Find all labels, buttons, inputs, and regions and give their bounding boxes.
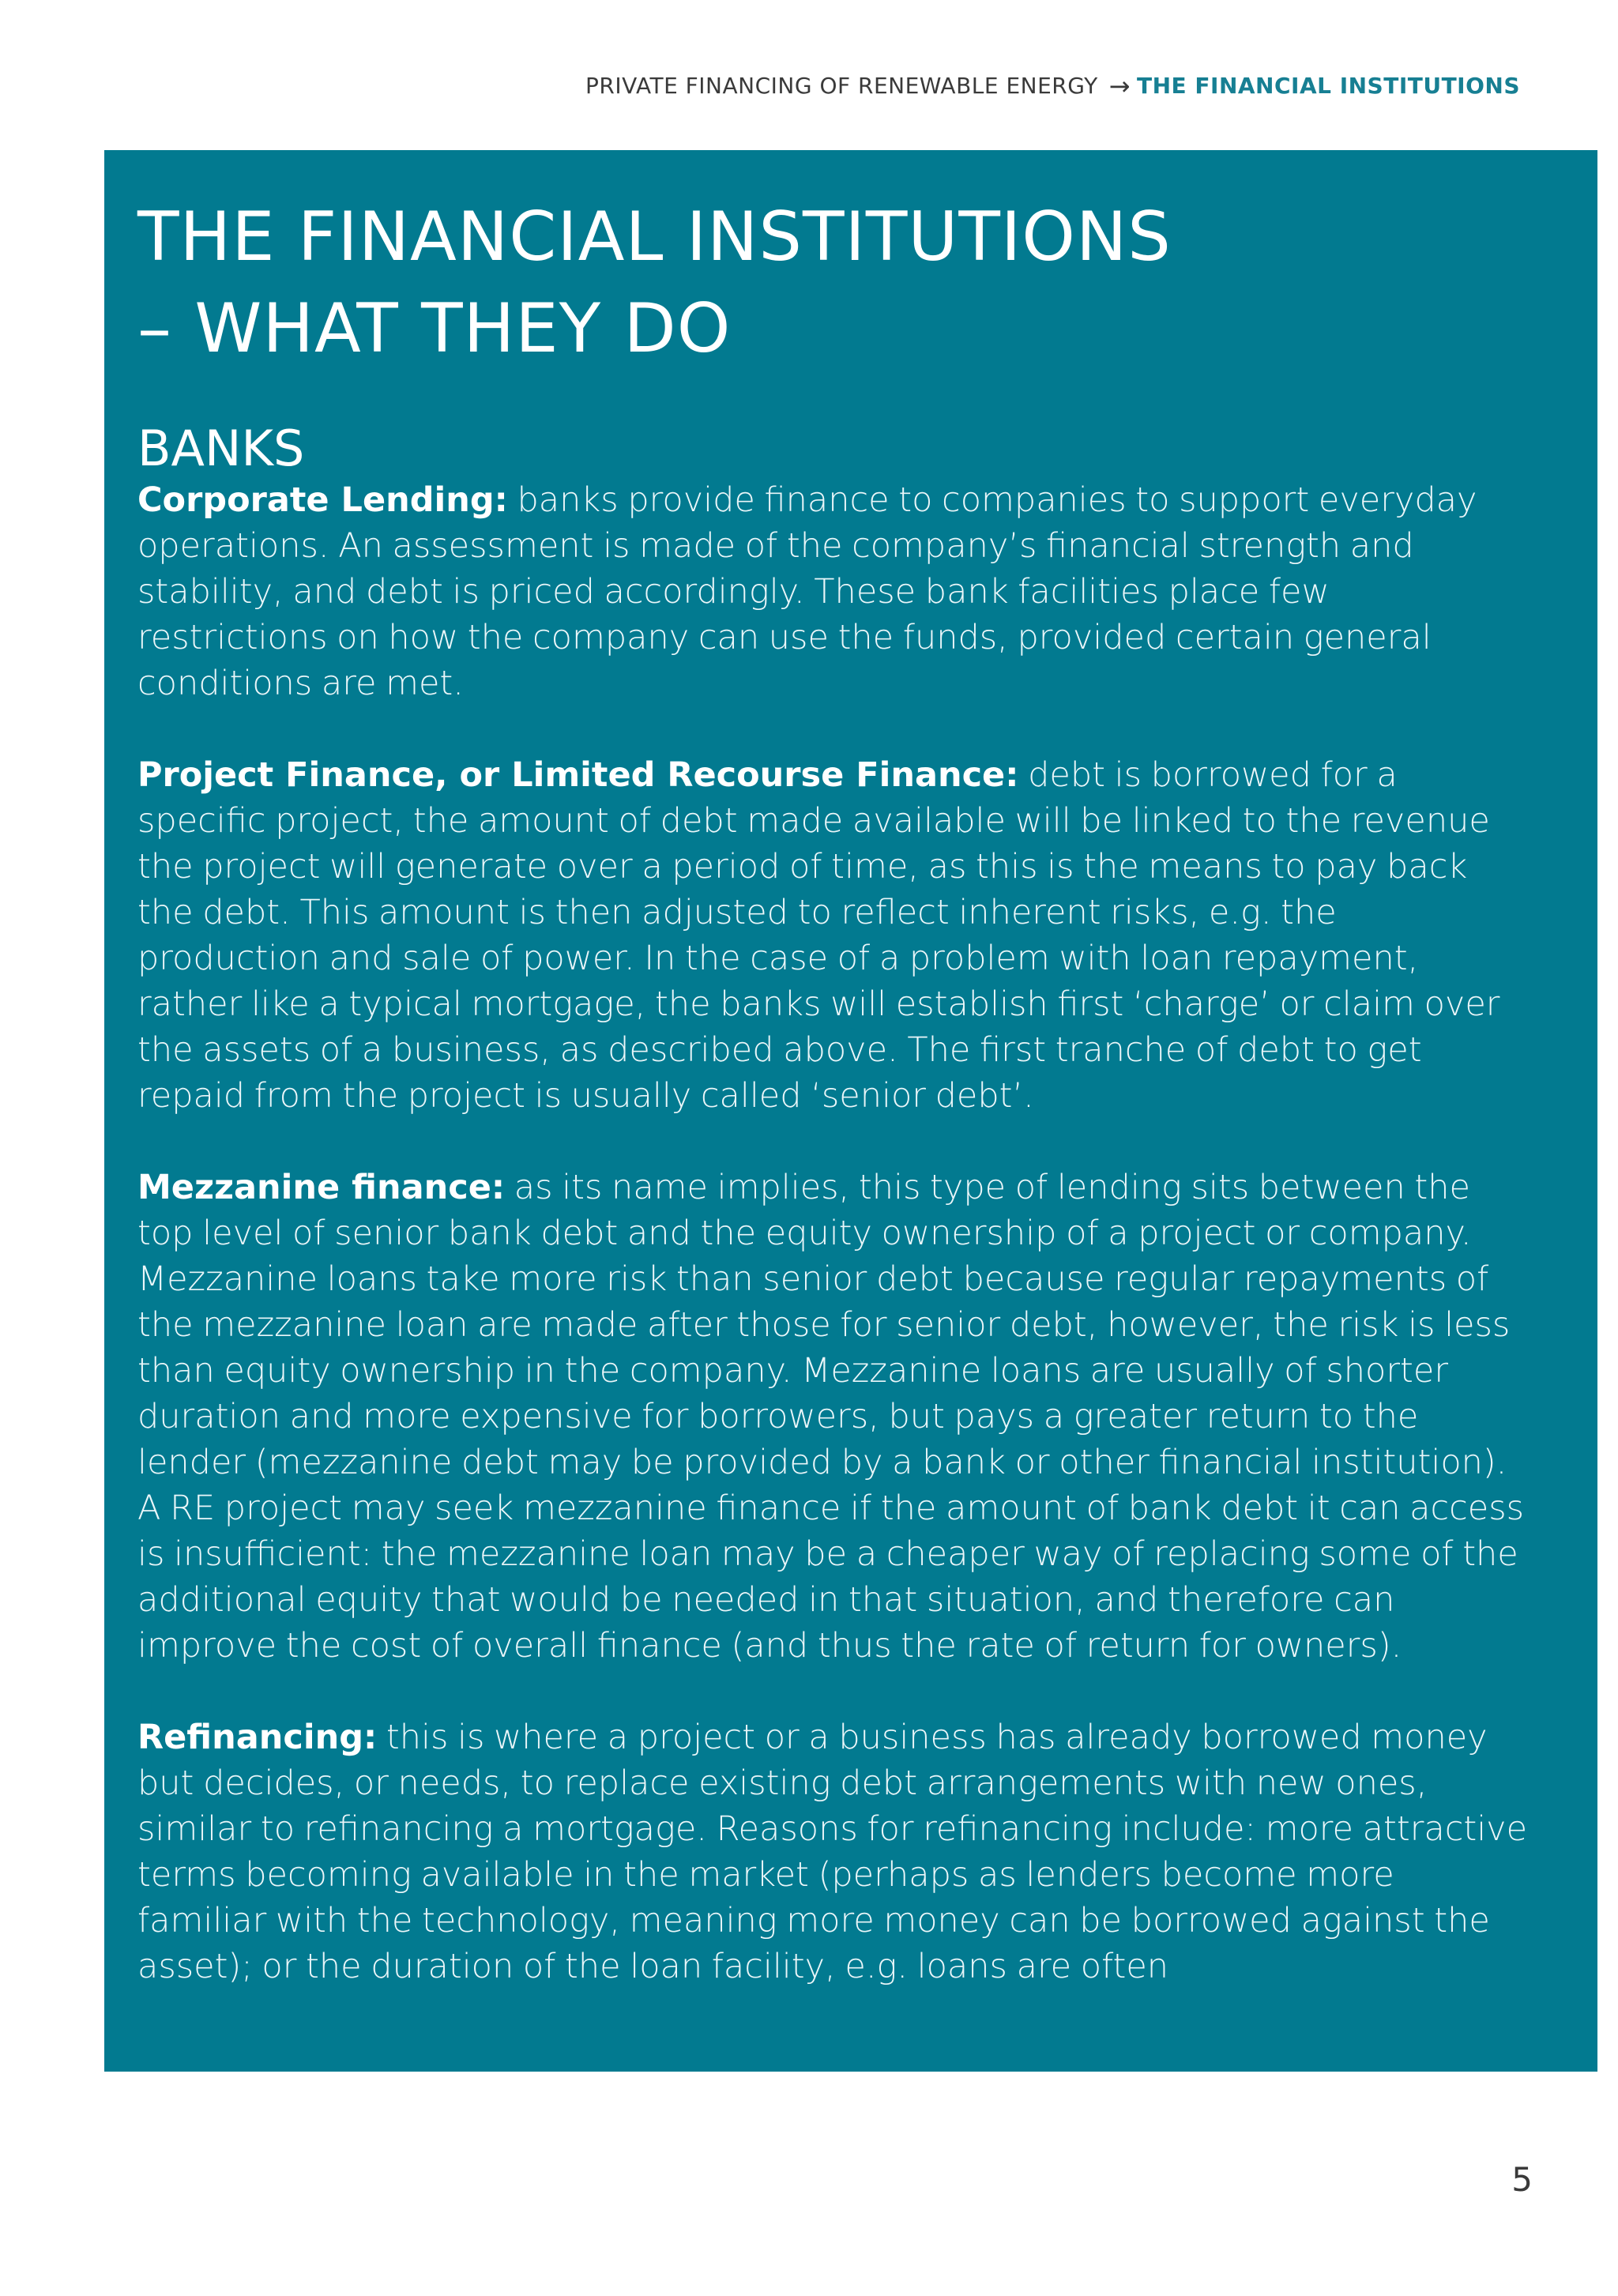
term-project-finance: Project Finance, or Limited Recourse Finance: <box>137 755 1019 795</box>
page-title <box>137 191 1550 375</box>
page-title-line-1: THE FINANCIAL INSTITUTIONS <box>137 198 1172 277</box>
term-mezzanine-finance: Mezzanine finance: <box>137 1168 506 1207</box>
section-heading-banks: BANKS <box>137 420 305 477</box>
paragraph-mezzanine-finance <box>137 1165 1528 1669</box>
paragraph-text: as its name implies, this type of lending sits between the top level of senior bank debt and the equity ownership of a project or company. Mezzanine loans take more risk than senior debt because regular repayments of the mezzanine loan are made after those for senior debt, however, the risk is less than equity ownership in the company. Mezzanine loans are usually of shorter duration and more expensive for borrowers, but pays a greater return to the lender (mezzanine debt may be provided by a bank or other financial institution). A RE project may seek mezzanine finance if the amount of bank debt it can access is insufficient: the mezzanine loan may be a cheaper way of replacing some of the additional equity that would be needed in that situation, and therefore can improve the cost of overall finance (and thus the rate of return for owners). <box>137 1168 1525 1666</box>
arrow-right-icon: → <box>1108 70 1131 101</box>
paragraph-project-finance <box>137 752 1528 1119</box>
running-header-section: PRIVATE FINANCING OF RENEWABLE ENERGY <box>585 73 1098 99</box>
running-header-current: THE FINANCIAL INSTITUTIONS <box>1136 73 1520 99</box>
page-title-line-2: – WHAT THEY DO <box>137 289 732 368</box>
paragraph-corporate-lending <box>137 477 1528 706</box>
paragraph-text: this is where a project or a business has already borrowed money but decides, or needs, to replace existing debt arrangements with new ones, similar to refinancing a mortgage. Reasons for refinancing include: more attractive terms becoming available in the market (perhaps as lenders become more familiar with the technology, meaning more money can be borrowed against the asset); or the duration of the loan facility, e.g. loans are often <box>137 1718 1528 1986</box>
term-refinancing: Refinancing: <box>137 1718 378 1757</box>
content-panel <box>104 150 1597 2072</box>
paragraph-text: banks provide finance to companies to support everyday operations. An assessment is made of the company’s financial strength and stability, and debt is priced accordingly. These bank facilities place few restrictions on how the company can use the funds, provided certain general conditions are met. <box>137 480 1477 703</box>
paragraph-refinancing <box>137 1714 1528 1989</box>
paragraph-text: debt is borrowed for a specific project, the amount of debt made available will be linked to the revenue the project will generate over a period of time, as this is the means to pay back the debt. This amount is then adjusted to reflect inherent risks, e.g. the production and sale of power. In the case of a problem with loan repayment, rather like a typical mortgage, the banks will establish first ‘charge’ or claim over the assets of a business, as described above. The first tranche of debt to get repaid from the project is usually called ‘senior debt’. <box>137 755 1500 1116</box>
term-corporate-lending: Corporate Lending: <box>137 480 508 520</box>
running-header <box>585 70 1520 101</box>
page-number: 5 <box>1511 2160 1533 2199</box>
